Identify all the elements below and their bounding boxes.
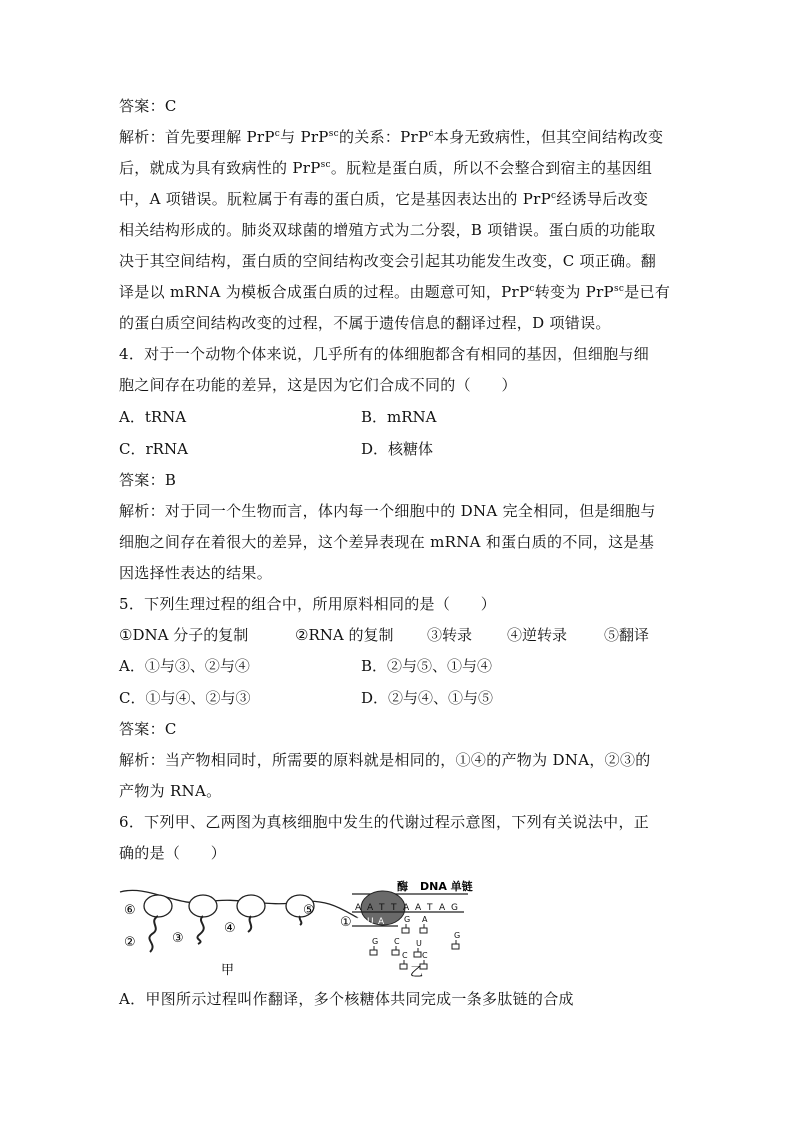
text-run: 后，就成为具有致病性的 PrP — [119, 159, 321, 177]
template-base: A — [367, 903, 374, 913]
q5-stem: 5．下列生理过程的组合中，所用原料相同的是（ ） — [119, 595, 497, 613]
superscript: sc — [320, 160, 331, 170]
text-run: 相关结构形成的。肺炎双球菌的增殖方式为二分裂，B 项错误。蛋白质的功能取 — [119, 221, 656, 239]
q5-option-a: A．①与③、②与④ — [119, 657, 250, 675]
marker-2: ② — [124, 935, 136, 950]
text-run: 与 PrP — [280, 128, 329, 146]
marker-6: ⑥ — [124, 903, 136, 918]
figure-caption-left: 甲 — [221, 963, 235, 978]
rna-bases — [356, 917, 385, 927]
free-nucleotide-base: A — [422, 915, 428, 924]
q6-stem-line: 6．下列甲、乙两图为真核细胞中发生的代谢过程示意图，下列有关说法中，正 — [119, 813, 650, 831]
q4-stem-line: 4．对于一个动物个体来说，几乎所有的体细胞都含有相同的基因，但细胞与细 — [119, 345, 650, 363]
q3-analysis-line — [119, 282, 670, 302]
ribosome — [144, 895, 172, 917]
nucleotide-phosphate — [452, 944, 459, 949]
enzyme-label: 酶 — [397, 880, 408, 893]
q3-analysis-line — [119, 251, 656, 271]
q5-process-5: ⑤翻译 — [604, 626, 650, 644]
polypeptide-chain — [248, 916, 251, 932]
template-base: G — [451, 903, 458, 913]
polypeptide-chain — [197, 916, 203, 944]
q4-option-d: D．核糖体 — [361, 440, 434, 458]
q4-answer: 答案：B — [119, 471, 177, 489]
rna-base: U — [356, 917, 363, 927]
rna-base: U — [367, 917, 374, 927]
marker-5: ⑤ — [303, 903, 315, 918]
figure-caption-right: 乙 — [410, 965, 424, 980]
nucleotide-phosphate — [420, 928, 427, 933]
superscript: c — [551, 191, 557, 201]
template-base: A — [355, 903, 362, 913]
text-run: 中，A 项错误。朊粒属于有毒的蛋白质，它是基因表达出的 PrP — [119, 190, 552, 208]
text-run: 转变为 PrP — [534, 283, 614, 301]
template-bases — [355, 903, 458, 913]
text-run: 解析：首先要理解 PrP — [119, 128, 275, 146]
ribosome — [189, 895, 217, 917]
q5-analysis-line: 解析：当产物相同时，所需要的原料就是相同的，①④的产物为 DNA，②③的 — [119, 751, 651, 769]
free-nucleotide-base: G — [454, 931, 461, 940]
q4-option-a: A．tRNA — [119, 408, 187, 426]
template-base: T — [427, 903, 433, 913]
q5-process-1: ①DNA 分子的复制 — [119, 626, 249, 644]
q3-analysis-line — [119, 158, 652, 178]
free-nucleotide-base: C — [402, 951, 408, 960]
text-run: 译是以 mRNA 为模板合成蛋白质的过程。由题意可知，PrP — [119, 283, 530, 301]
translation-transcription-figure — [118, 880, 478, 980]
q5-analysis-line: 产物为 RNA。 — [119, 782, 222, 800]
q4-analysis-line: 细胞之间存在着很大的差异，这个差异表现在 mRNA 和蛋白质的不同，这是基 — [119, 533, 655, 551]
q4-option-b: B．mRNA — [361, 408, 437, 426]
text-run: 的关系：PrP — [338, 128, 429, 146]
q4-stem-line: 胞之间存在功能的差异，这是因为它们合成不同的（ ） — [119, 376, 517, 394]
q4-option-c: C．rRNA — [119, 440, 188, 458]
text-run: 本身无致病性，但其空间结构改变 — [433, 128, 664, 146]
q5-option-b: B．②与⑤、①与④ — [361, 657, 493, 675]
text-run: 是已有 — [624, 283, 671, 301]
text-run: 。朊粒是蛋白质，所以不会整合到宿主的基因组 — [330, 159, 653, 177]
q5-process-3: ③转录 — [427, 626, 473, 644]
superscript: c — [274, 129, 281, 139]
marker-3: ③ — [172, 931, 184, 946]
nucleotide-phosphate — [400, 964, 407, 969]
q6-stem-line: 确的是（ ） — [119, 844, 227, 862]
q4-analysis-line: 因选择性表达的结果。 — [119, 564, 273, 582]
free-nucleotide-base: C — [422, 951, 428, 960]
free-nucleotide-base: C — [394, 937, 400, 946]
free-nucleotide-base: G — [404, 915, 411, 924]
q3-analysis-line — [119, 313, 611, 333]
text-run: 经诱导后改变 — [556, 190, 649, 208]
nucleotide-phosphate — [370, 950, 377, 955]
superscript: sc — [328, 129, 339, 139]
q5-process-2: ②RNA 的复制 — [295, 626, 394, 644]
template-base: T — [391, 903, 397, 913]
superscript: sc — [613, 284, 625, 294]
q3-analysis-line — [119, 220, 656, 240]
superscript: c — [428, 129, 434, 139]
q5-option-c: C．①与④、②与③ — [119, 689, 251, 707]
q6-option-a: A．甲图所示过程叫作翻译，多个核糖体共同完成一条多肽链的合成 — [119, 990, 574, 1008]
q3-answer: 答案：C — [119, 97, 177, 115]
superscript: c — [529, 284, 535, 294]
marker-4: ④ — [224, 921, 236, 936]
q3-analysis-line — [119, 189, 648, 209]
rna-base: A — [378, 917, 385, 927]
template-base: A — [415, 903, 422, 913]
free-nucleotide-base: G — [372, 937, 379, 946]
q5-process-4: ④逆转录 — [507, 626, 568, 644]
template-base: T — [379, 903, 385, 913]
q5-option-d: D．②与④、①与⑤ — [361, 689, 494, 707]
q3-analysis-line — [119, 127, 663, 147]
free-nucleotide-base: U — [416, 939, 422, 948]
q5-answer: 答案：C — [119, 720, 177, 738]
nucleotide-phosphate — [402, 928, 409, 933]
ribosome — [237, 895, 265, 917]
nucleotide-phosphate — [414, 952, 421, 957]
dna-strand-label: DNA 单链 — [420, 880, 473, 893]
marker-1: ① — [340, 915, 352, 930]
text-run: 的蛋白质空间结构改变的过程，不属于遗传信息的翻译过程，D 项错误。 — [119, 314, 611, 332]
template-base: A — [439, 903, 446, 913]
template-base: A — [403, 903, 410, 913]
q4-analysis-line: 解析：对于同一个生物而言，体内每一个细胞中的 DNA 完全相同，但是细胞与 — [119, 502, 656, 520]
text-run: 决于其空间结构，蛋白质的空间结构改变会引起其功能发生改变，C 项正确。翻 — [119, 252, 657, 270]
nucleotide-phosphate — [392, 950, 399, 955]
polypeptide-chain — [149, 916, 158, 952]
